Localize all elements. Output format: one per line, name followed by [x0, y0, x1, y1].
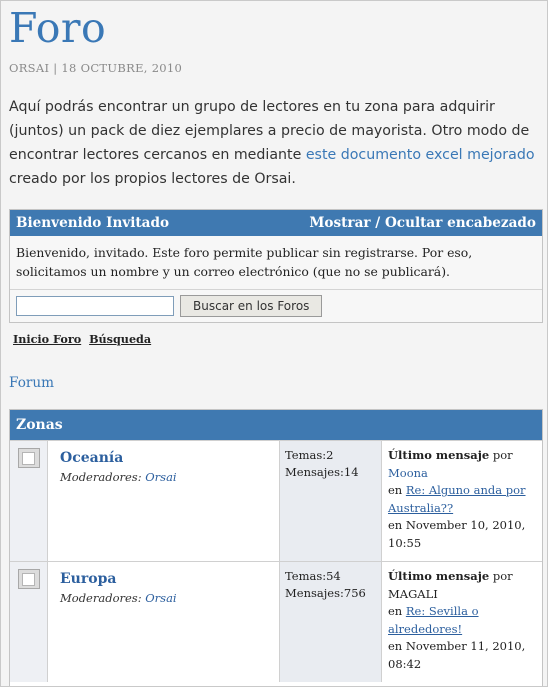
zone-messages: Mensajes:756	[285, 586, 366, 600]
zones-table	[9, 409, 543, 687]
forum-folder-icon	[18, 448, 40, 468]
moderators-label: Moderadores:	[60, 591, 142, 605]
welcome-box	[9, 209, 543, 323]
last-post-by: por MAGALI	[388, 569, 513, 601]
zone-stats-cell	[280, 562, 382, 682]
excel-document-link[interactable]: este documento excel mejorado	[305, 147, 535, 163]
zone-icon-cell	[10, 562, 48, 682]
zone-row	[10, 561, 542, 682]
page-title: Foro	[9, 4, 107, 52]
forum-folder-icon	[18, 569, 40, 589]
post-meta: ORSAI | 18 OCTUBRE, 2010	[9, 61, 183, 75]
welcome-header	[10, 210, 542, 236]
zone-moderators	[60, 591, 267, 605]
forum-search-link[interactable]: Búsqueda	[89, 332, 152, 346]
moderators-label: Moderadores:	[60, 470, 142, 484]
zone-link-oceania[interactable]: Oceanía	[60, 450, 124, 466]
last-post-by: por	[492, 448, 513, 462]
forum-nav	[13, 332, 155, 346]
zones-heading: Zonas	[10, 410, 542, 440]
zone-row	[10, 440, 542, 561]
last-post-topic-link[interactable]: Re: Sevilla o alrededores!	[388, 604, 479, 636]
welcome-text: Bienvenido, invitado. Este foro permite publicar sin registrarse. Por eso, solicitamos un nombre y un correo electrónico (que no se publicará).	[10, 236, 542, 290]
zone-last-post-cell	[382, 562, 542, 682]
last-post-in: en	[388, 604, 403, 618]
forum-search-input[interactable]	[16, 296, 174, 316]
forum-search-button[interactable]: Buscar en los Foros	[180, 295, 322, 317]
zone-stats-cell	[280, 441, 382, 561]
moderator-link[interactable]: Orsai	[145, 470, 177, 484]
intro-paragraph	[9, 95, 539, 191]
zone-topics: Temas:2	[285, 448, 334, 462]
zone-messages: Mensajes:14	[285, 465, 359, 479]
last-post-date: en November 11, 2010, 08:42	[388, 639, 526, 671]
zone-link-europa[interactable]: Europa	[60, 571, 117, 587]
forum-home-link[interactable]: Inicio Foro	[13, 332, 82, 346]
search-row	[10, 290, 542, 322]
breadcrumb[interactable]: Forum	[9, 375, 55, 391]
zone-topics: Temas:54	[285, 569, 341, 583]
zone-name-cell	[48, 562, 280, 682]
moderator-link[interactable]: Orsai	[145, 591, 177, 605]
last-post-in: en	[388, 483, 403, 497]
intro-text-before: Aquí podrás encontrar un grupo de lectores en tu zona para adquirir (juntos) un pack de diez ejemplares a precio de mayorista. Otro modo de encontrar lectores cercanos en mediante	[9, 99, 530, 163]
zone-icon-cell	[10, 441, 48, 561]
last-post-date: en November 10, 2010, 10:55	[388, 518, 526, 550]
zone-last-post-cell	[382, 441, 542, 561]
last-post-topic-link[interactable]: Re: Alguno anda por Australia??	[388, 483, 526, 515]
last-post-label: Último mensaje	[388, 448, 490, 462]
last-post-label: Último mensaje	[388, 569, 490, 583]
zone-name-cell	[48, 441, 280, 561]
toggle-header-link[interactable]: Mostrar / Ocultar encabezado	[309, 215, 536, 231]
welcome-heading: Bienvenido Invitado	[16, 215, 170, 231]
zone-moderators	[60, 470, 267, 484]
last-post-user-link[interactable]: Moona	[388, 465, 428, 480]
intro-text-after: creado por los propios lectores de Orsai.	[9, 171, 296, 187]
